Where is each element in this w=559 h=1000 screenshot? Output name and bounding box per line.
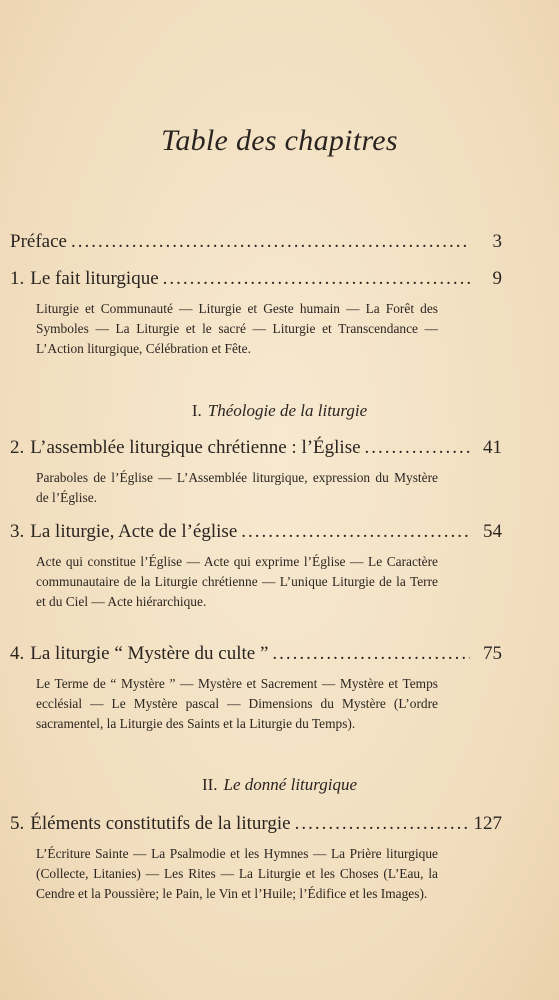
entry-number: 5. [10, 813, 25, 834]
dot-leader [365, 437, 470, 459]
entry-label: La liturgie, Acte de l’église [30, 521, 238, 542]
entry-label: Le fait liturgique [30, 268, 159, 289]
entry-number: 2. [10, 437, 25, 458]
dot-leader [272, 643, 470, 665]
part-heading-1 [0, 401, 559, 421]
part-numeral: I. [191, 401, 202, 420]
entry-page: 3 [492, 231, 502, 252]
toc-entry-2 [10, 437, 502, 459]
page-title: Table des chapitres [161, 124, 398, 157]
toc-entry-3 [10, 521, 502, 543]
entry-label: La liturgie “ Mystère du culte ” [30, 643, 269, 664]
entry-page: 41 [483, 437, 502, 458]
entry-label: L’assemblée liturgique chrétienne : l’Église [30, 437, 361, 458]
entry-number: 1. [10, 268, 25, 289]
entry-page: 75 [483, 643, 502, 664]
toc-entry-preface [10, 231, 502, 253]
entry-page: 9 [492, 268, 502, 289]
dot-leader [295, 813, 470, 835]
entry-description-4: Le Terme de “ Mystère ” — Mystère et Sacrement — Mystère et Temps ecclésial — Le Mystère pascal — Dimensions du Mystère (L’ordre sacramentel, la Liturgie des Saints et la Liturgie du Temps). [36, 676, 438, 731]
part-heading-2 [0, 775, 559, 795]
dot-leader [71, 231, 470, 253]
entry-label: Préface [10, 231, 67, 252]
entry-description-5: L’Écriture Sainte — La Psalmodie et les Hymnes — La Prière liturgique (Collecte, Litanies) — Les Rites — La Liturgie et les Choses (L’Eau, la Cendre et la Poussière; le Pain, le Vin et l’Huile; l’Édifice et les Images). [36, 846, 438, 901]
entry-page: 54 [483, 521, 502, 542]
toc-entry-5 [10, 813, 502, 835]
toc-entry-4 [10, 643, 502, 665]
dot-leader [241, 521, 470, 543]
entry-description-2: Paraboles de l’Église — L’Assemblée liturgique, expression du Mystère de l’Église. [36, 470, 438, 505]
part-title: Le donné liturgique [223, 775, 358, 794]
part-title: Théologie de la liturgie [207, 401, 368, 420]
entry-number: 3. [10, 521, 25, 542]
part-numeral: II. [201, 775, 218, 794]
entry-label: Éléments constitutifs de la liturgie [30, 813, 291, 834]
entry-description-1: Liturgie et Communauté — Liturgie et Geste humain — La Forêt des Symboles — La Liturgie et le sacré — Liturgie et Transcendance — L’Action liturgique, Célébration et Fête. [36, 301, 438, 356]
dot-leader [163, 268, 470, 290]
entry-description-3: Acte qui constitue l’Église — Acte qui exprime l’Église — Le Caractère communautaire de la Liturgie chrétienne — L’unique Liturgie de la Terre et du Ciel — Acte hiérarchique. [36, 554, 438, 609]
entry-page: 127 [473, 813, 502, 834]
toc-entry-1 [10, 268, 502, 290]
entry-number: 4. [10, 643, 25, 664]
